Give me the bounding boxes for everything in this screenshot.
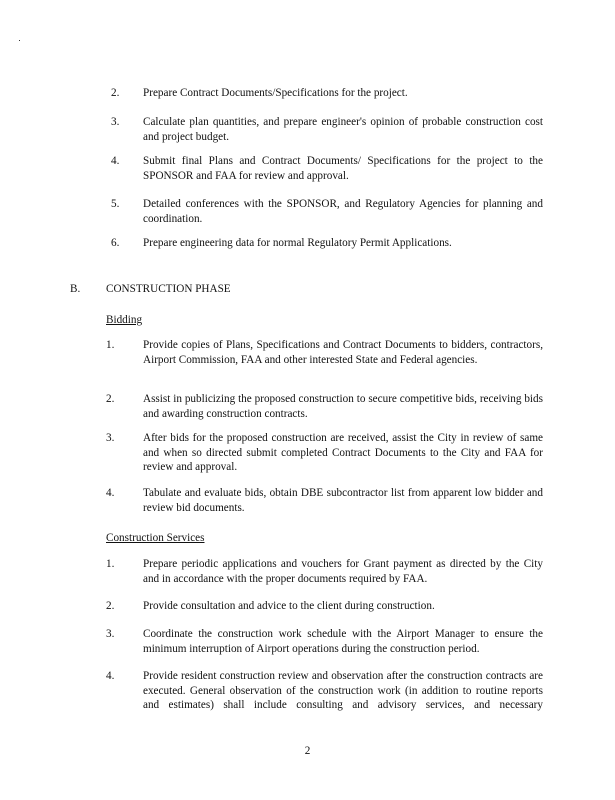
item-text: Prepare periodic applications and vouchers for Grant payment as directed by the City and in accordance with the proper documents required by FAA.: [143, 558, 543, 585]
item-number: 2.: [106, 600, 115, 612]
section-letter: B.: [70, 283, 81, 295]
item-text: Submit final Plans and Contract Documents/ Specifications for the project to the SPONSOR and FAA for review and approval.: [143, 155, 543, 182]
item-text: Provide resident construction review and observation after the construction contracts are executed. General observation of the construction work (in addition to routine reports and estimates) shall include consulting and advisory services, and necessary: [143, 670, 543, 711]
item-number: 4.: [111, 155, 120, 167]
item-number: 2.: [111, 87, 120, 99]
item-number: 3.: [111, 116, 120, 128]
item-number: 1.: [106, 558, 115, 570]
item-text: Prepare Contract Documents/Specifications for the project.: [143, 87, 408, 99]
item-number: 2.: [106, 393, 115, 405]
scan-speck: [19, 40, 20, 41]
item-text: Tabulate and evaluate bids, obtain DBE subcontractor list from apparent low bidder and review bid documents.: [143, 487, 543, 514]
item-text: Provide copies of Plans, Specifications and Contract Documents to bidders, contractors, Airport Commission, FAA and other interested State and Federal agencies.: [143, 339, 543, 366]
item-number: 3.: [106, 628, 115, 640]
item-number: 3.: [106, 432, 115, 444]
item-text: Prepare engineering data for normal Regulatory Permit Applications.: [143, 237, 452, 249]
bidding-heading: Bidding: [106, 314, 143, 326]
item-number: 1.: [106, 339, 115, 351]
item-text: Detailed conferences with the SPONSOR, and Regulatory Agencies for planning and coordination.: [143, 198, 543, 225]
section-title: CONSTRUCTION PHASE: [106, 283, 231, 295]
item-text: Calculate plan quantities, and prepare engineer's opinion of probable construction cost and project budget.: [143, 116, 543, 143]
item-number: 5.: [111, 198, 120, 210]
page-number: 2: [304, 745, 311, 757]
item-number: 6.: [111, 237, 120, 249]
item-text: Coordinate the construction work schedule with the Airport Manager to ensure the minimum interruption of Airport operations during the construction period.: [143, 628, 543, 655]
item-number: 4.: [106, 487, 115, 499]
item-text: Assist in publicizing the proposed construction to secure competitive bids, receiving bids and awarding construction contracts.: [143, 393, 543, 420]
construction-services-heading: Construction Services: [106, 532, 205, 544]
item-number: 4.: [106, 670, 115, 682]
item-text: After bids for the proposed construction are received, assist the City in review of same and when so directed submit completed Contract Documents to the City and FAA for review and approval.: [143, 432, 543, 473]
item-text: Provide consultation and advice to the client during construction.: [143, 600, 435, 612]
